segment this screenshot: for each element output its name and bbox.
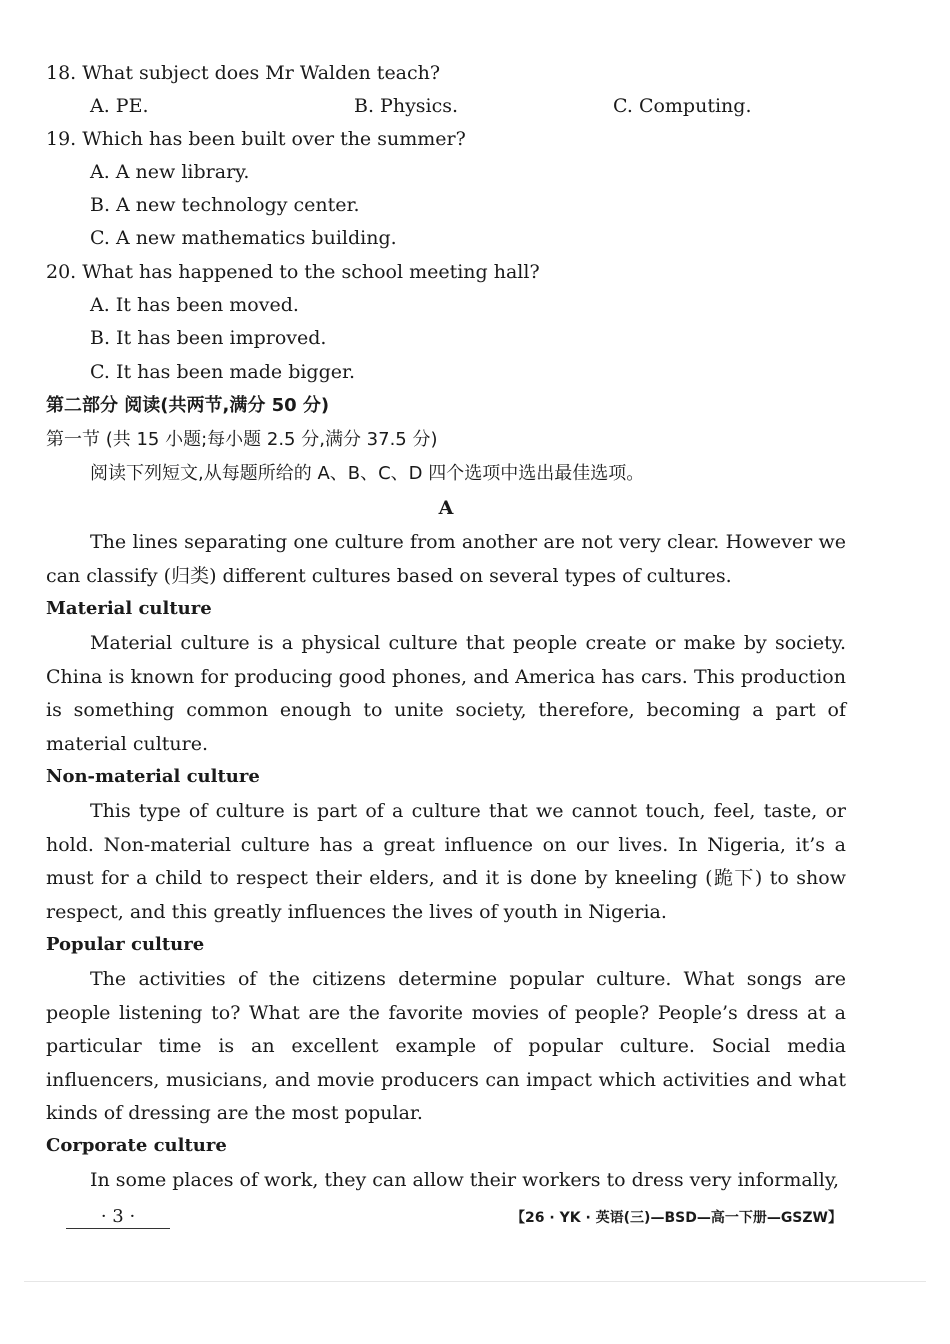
part2-instruction: 阅读下列短文,从每题所给的 A、B、C、D 四个选项中选出最佳选项。 [90, 463, 645, 484]
part2-title: 第二部分 阅读(共两节,满分 50 分) [46, 395, 330, 416]
question-19-option-a: A. A new library. [90, 161, 250, 183]
question-20-option-a: A. It has been moved. [90, 294, 299, 316]
bottom-divider [24, 1281, 926, 1282]
paragraph-popular-culture [46, 963, 846, 1131]
passage-intro [46, 526, 846, 593]
part2-section1: 第一节 (共 15 小题;每小题 2.5 分,满分 37.5 分) [46, 429, 438, 450]
question-19-option-c: C. A new mathematics building. [90, 227, 397, 249]
passage-label: A [438, 497, 454, 519]
heading-non-material-culture: Non-material culture [46, 766, 260, 787]
heading-material-culture: Material culture [46, 598, 212, 619]
paragraph-non-material-culture [46, 795, 846, 929]
question-18-option-c: C. Computing. [613, 95, 752, 117]
paragraph-corporate-culture-text: In some places of work, they can allow their workers to dress very informally, [90, 1169, 840, 1191]
heading-popular-culture: Popular culture [46, 934, 205, 955]
paragraph-non-material-culture-text: This type of culture is part of a culture that we cannot touch, feel, taste, or hold. Non-material culture has a great influence on our lives. In Nigeria, it’s a must for a child to respect their elders, and it is done by kneeling (跪下) to show respect, and this greatly influences the lives of youth in Nigeria. [46, 800, 846, 923]
question-18-option-b: B. Physics. [354, 95, 459, 117]
question-19-stem: 19. Which has been built over the summer? [46, 128, 466, 150]
paragraph-corporate-culture [46, 1164, 846, 1198]
paragraph-popular-culture-text: The activities of the citizens determine popular culture. What songs are people listening to? What are the favorite movies of people? People’s dress at a particular time is an excellent example of popular culture. Social media influencers, musicians, and movie producers can impact which activities and what kinds of dressing are the most popular. [46, 968, 846, 1124]
question-18-stem: 18. What subject does Mr Walden teach? [46, 62, 441, 84]
paragraph-material-culture-text: Material culture is a physical culture that people create or make by society. China is known for producing good phones, and America has cars. This production is something common enough to unite society, therefore, becoming a part of material culture. [46, 632, 846, 755]
exam-code: 【26 · YK · 英语(三)—BSD—高一下册—GSZW】 [511, 1210, 842, 1226]
question-18-option-a: A. PE. [90, 95, 149, 117]
passage-intro-text: The lines separating one culture from another are not very clear. However we can classify (归类) different cultures based on several types of cultures. [46, 531, 846, 587]
page-number: · 3 · [66, 1206, 170, 1229]
question-20-option-b: B. It has been improved. [90, 327, 327, 349]
question-19-option-b: B. A new technology center. [90, 194, 360, 216]
paragraph-material-culture [46, 627, 846, 761]
question-20-option-c: C. It has been made bigger. [90, 361, 356, 383]
question-20-stem: 20. What has happened to the school meeting hall? [46, 261, 540, 283]
heading-corporate-culture: Corporate culture [46, 1135, 227, 1156]
